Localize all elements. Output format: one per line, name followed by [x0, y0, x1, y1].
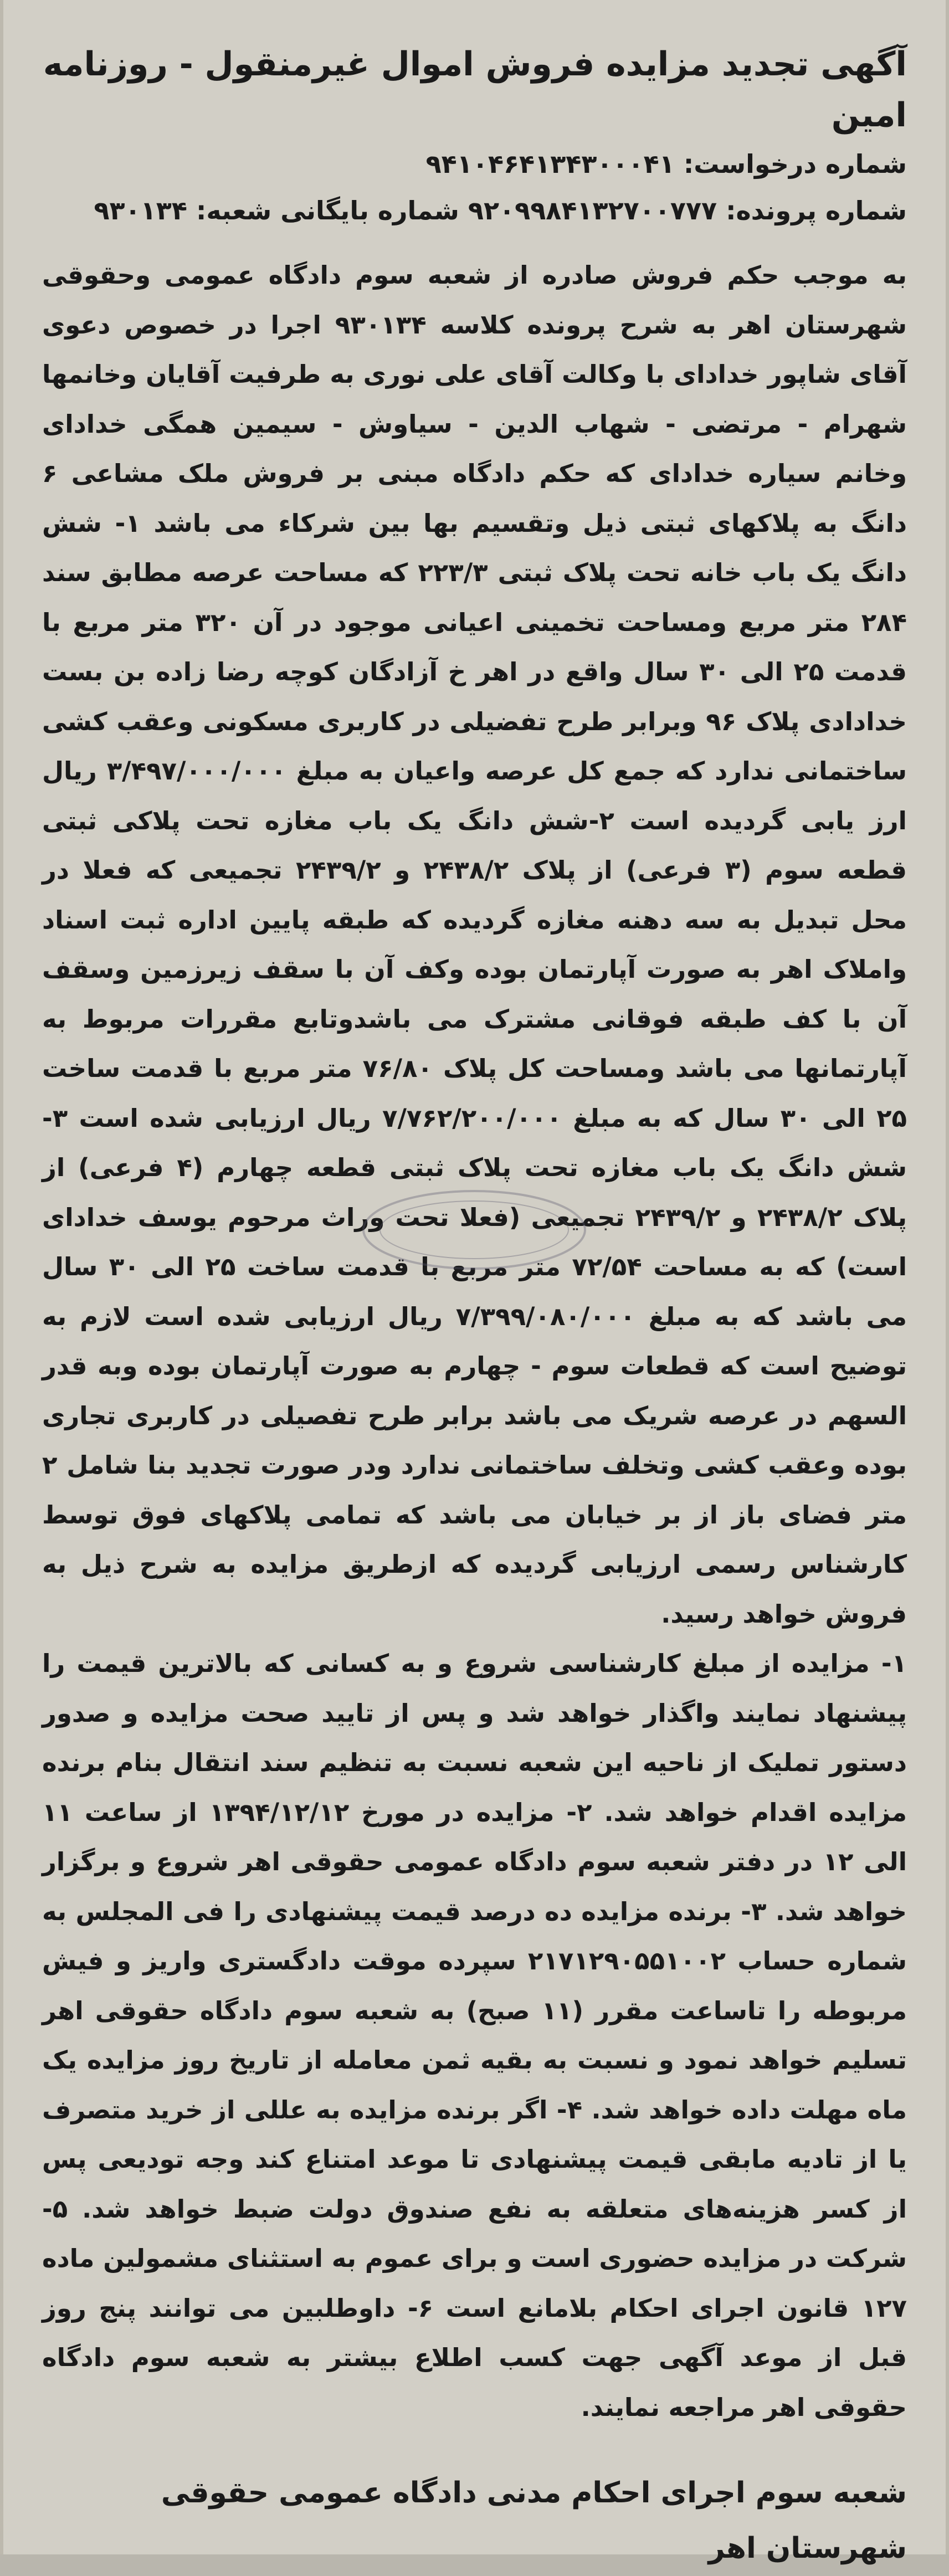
- archive-number: ۹۳۰۱۳۴: [94, 196, 187, 225]
- file-number-label: شماره پرونده:: [726, 196, 907, 225]
- archive-number-label: شماره بایگانی شعبه:: [196, 196, 459, 225]
- file-number: ۹۲۰۹۹۸۴۱۳۲۷۰۰۷۷۷: [468, 196, 717, 225]
- notice-body: به موجب حکم فروش صادره از شعبه سوم دادگاه عمومی وحقوقی شهرستان اهر به شرح پرونده کلاسه ۹۳۰۱۳۴ اجرا در خصوص دعوی آقای شاپور خدادای با وکالت آقای علی نوری به طرفیت آقایان وخانمها شهرام - مرتضی - شهاب الدین - سیاوش - سیمین همگی خدادای وخانم سیاره خدادای که حکم دادگاه مبنی بر فروش ملک مشاعی ۶ دانگ به پلاکهای ثبتی ذیل وتقسیم بها بین شرکاء می باشد ۱- شش دانگ یک باب خانه تحت پلاک ثبتی ۲۲۳/۳ که مساحت عرصه مطابق سند ۲۸۴ متر مربع ومساحت تخمینی اعیانی موجود در آن ۳۲۰ متر مربع با قدمت ۲۵ الی ۳۰ سال واقع در اهر خ آزادگان کوچه رضا زاده بن بست خدادادی پلاک ۹۶ وبرابر طرح تفضیلی در کاربری مسکونی وعقب کشی ساختمانی ندارد که جمع کل عرصه واعیان به مبلغ ۳/۴۹۷/۰۰۰/۰۰۰ ریال ارز یابی گردیده است ۲-شش دانگ یک باب مغازه تحت پلاکی ثبتی قطعه سوم (۳ فرعی) از پلاک ۲۴۳۸/۲ و ۲۴۳۹/۲ تجمیعی که فعلا در محل تبدیل به سه دهنه مغازه گردیده که طبقه پایین اداره ثبت اسناد واملاک اهر به صورت آپارتمان بوده وکف آن با سقف زیرزمین وسقف آن با کف طبقه فوقانی مشترک می باشدوتابع مقررات مربوط به آپارتمانها می باشد ومساحت کل پلاک ۷۶/۸۰ متر مربع با قدمت ساخت ۲۵ الی ۳۰ سال که به مبلغ ۷/۷۶۲/۲۰۰/۰۰۰ ریال ارزیابی شده است ۳-شش دانگ یک باب مغازه تحت پلاک ثبتی قطعه چهارم (۴ فرعی) از پلاک ۲۴۳۸/۲ و ۲۴۳۹/۲ تجمیعی (فعلا تحت وراث مرحوم یوسف خدادای است) که به مساحت ۷۲/۵۴ متر مربع با قدمت ساخت ۲۵ الی ۳۰ سال می باشد که به مبلغ ۷/۳۹۹/۰۸۰/۰۰۰ ریال ارزیابی شده است لازم به توضیح است که قطعات سوم - چهارم به صورت آپارتمان بوده وبه قدر السهم در عرصه شریک می باشد برابر طرح تفصیلی در کاربری تجاری بوده وعقب کشی وتخلف ساختمانی ندارد ودر صورت تجدید بنا شامل ۲ متر فضای باز از بر خیابان می باشد که تمامی پلاکهای فوق توسط کارشناس رسمی ارزیابی گردیده که ازطریق مزایده به شرح ذیل به فروش خواهد رسید.: [42, 260, 907, 1629]
- notice-title: آگهی تجدید مزایده فروش اموال غیرمنقول - روزنامه امین: [43, 45, 907, 135]
- request-number-line: [42, 141, 907, 187]
- signature-line-2: شهرستان اهر: [708, 2532, 907, 2565]
- signature-block: [42, 2465, 907, 2576]
- request-number: ۹۴۱۰۴۶۴۱۳۴۳۰۰۰۴۱: [425, 149, 675, 179]
- file-number-line: [42, 187, 907, 234]
- request-number-label: شماره درخواست:: [683, 149, 907, 179]
- signature-line-1: شعبه سوم اجرای احکام مدنی دادگاه عمومی حقوقی: [161, 2476, 907, 2510]
- notice-header: [42, 39, 907, 234]
- auction-conditions: ۱- مزایده از مبلغ کارشناسی شروع و به کسانی که بالاترین قیمت را پیشنهاد نمایند واگذار خواهد شد و پس از تایید صحت مزایده و صدور دستور تملیک از ناحیه این شعبه نسبت به تنظیم سند انتقال بنام برنده مزایده اقدام خواهد شد. ۲- مزایده در مورخ ۱۳۹۴/۱۲/۱۲ از ساعت ۱۱ الی ۱۲ در دفتر شعبه سوم دادگاه عمومی حقوقی اهر شروع و برگزار خواهد شد. ۳- برنده مزایده ده درصد قیمت پیشنهادی را فی المجلس به شماره حساب ۲۱۷۱۲۹۰۵۵۱۰۰۲ سپرده موقت دادگستری واریز و فیش مربوطه را تاساعت مقرر (۱۱ صبح) به شعبه سوم دادگاه حقوقی اهر تسلیم خواهد نمود و نسبت به بقیه ثمن معامله از تاریخ روز مزایده یک ماه مهلت داده خواهد شد. ۴- اگر برنده مزایده به عللی از خرید متصرف یا از تادیه مابقی قیمت پیشنهادی تا موعد امتناع کند وجه تودیعی پس از کسر هزینه‌های متعلقه به نفع صندوق دولت ضبط خواهد شد. ۵- شرکت در مزایده حضوری است و برای عموم به استثنای مشمولین ماده ۱۲۷ قانون اجرای احکام بلامانع است ۶- داوطلبین می توانند پنج روز قبل از موعد آگهی جهت کسب اطلاع بیشتر به شعبه سوم دادگاه حقوقی اهر مراجعه نمایند.: [42, 1649, 907, 2422]
